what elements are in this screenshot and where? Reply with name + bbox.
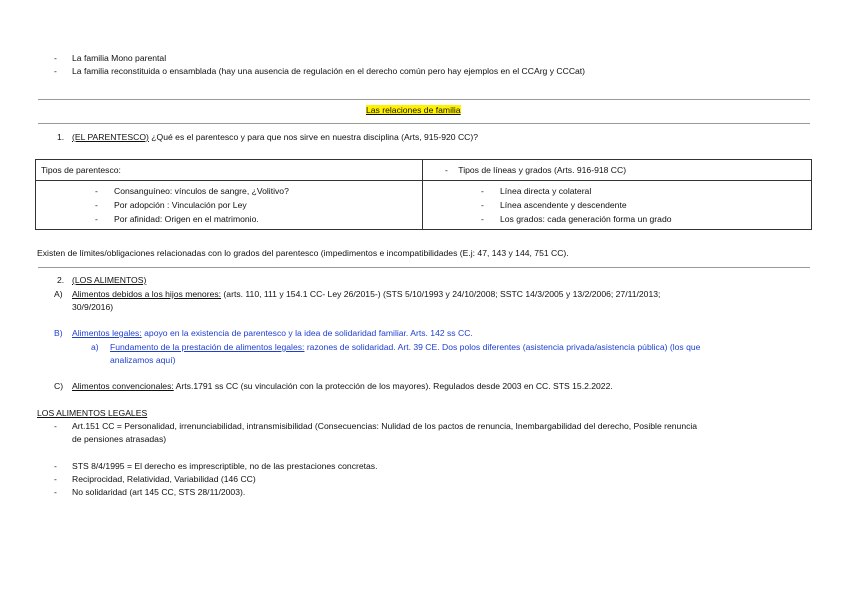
legales-heading: LOS ALIMENTOS LEGALES bbox=[37, 408, 148, 418]
limits-paragraph: Existen de límites/obligaciones relacionadas con lo grados del parentesco (impedimentos e incompatibilidades (E.j: 47, 143 y 144, 751 CC). bbox=[37, 248, 569, 258]
item-c bbox=[72, 381, 613, 391]
item-a bbox=[72, 289, 660, 299]
list-item: La familia reconstituida o ensamblada (hay una ausencia de regulación en el derecho común pero hay ejemplos en el CCArg y CCCat) bbox=[72, 66, 586, 76]
item-b-text: apoyo en la existencia de parentesco y la idea de solidaridad familiar. Arts. 142 ss CC. bbox=[141, 328, 473, 338]
divider bbox=[38, 123, 810, 124]
item-ba-label: Fundamento de la prestación de alimentos legales: bbox=[110, 342, 305, 352]
right-list bbox=[423, 181, 811, 229]
list-item: Consanguíneo: vínculos de sangre, ¿Volitivo? bbox=[114, 186, 289, 196]
divider bbox=[38, 99, 810, 100]
list-bullet: - bbox=[54, 53, 57, 63]
q2-label: (LOS ALIMENTOS) bbox=[72, 275, 147, 285]
q1-text: ¿Qué es el parentesco y para que nos sirve en nuestra disciplina (Arts, 915-920 CC)? bbox=[151, 132, 479, 142]
kinship-table bbox=[35, 159, 812, 230]
section-title: Las relaciones de familia bbox=[366, 105, 461, 115]
item-a-continuation: 30/9/2016) bbox=[72, 302, 114, 312]
list-bullet: - bbox=[481, 186, 484, 196]
list-bullet: - bbox=[95, 186, 98, 196]
divider bbox=[38, 267, 810, 268]
list-item: Art.151 CC = Personalidad, irrenunciabilidad, intransmisibilidad (Consecuencias: Nulidad de los pactos de renuncia, Inembargabilidad del derecho, Posible renuncia bbox=[72, 421, 698, 431]
list-bullet: - bbox=[95, 200, 98, 210]
left-list bbox=[36, 181, 422, 229]
item-c-text: Arts.1791 ss CC (su vinculación con la protección de los mayores). Regulados desde 2003 en CC. STS 15.2.2022. bbox=[173, 381, 613, 391]
item-ba-text: razones de solidaridad. Art. 39 CE. Dos polos diferentes (asistencia privada/asistencia pública) (los que bbox=[304, 342, 701, 352]
item-letter-b: B) bbox=[54, 328, 63, 338]
q1-label: (EL PARENTESCO) bbox=[72, 132, 149, 142]
q2-number: 2. bbox=[57, 275, 65, 285]
list-bullet: - bbox=[481, 200, 484, 210]
list-item: STS 8/4/1995 = El derecho es imprescriptible, no de las prestaciones concretas. bbox=[72, 461, 378, 471]
q1-number: 1. bbox=[57, 132, 65, 142]
list-bullet: - bbox=[54, 474, 57, 484]
list-item: No solidaridad (art 145 CC, STS 28/11/2003). bbox=[72, 487, 246, 497]
item-ba-continuation: analizamos aquí) bbox=[110, 355, 176, 365]
item-a-text: (arts. 110, 111 y 154.1 CC- Ley 26/2015-) (STS 5/10/1993 y 24/10/2008; SSTC 14/3/2005 y 13/2/2006; 27/11/2013; bbox=[221, 289, 661, 299]
right-header-row bbox=[423, 160, 811, 180]
item-c-label: Alimentos convencionales: bbox=[72, 381, 174, 391]
item-a-label: Alimentos debidos a los hijos menores: bbox=[72, 289, 222, 299]
list-bullet: - bbox=[95, 214, 98, 224]
list-bullet: - bbox=[481, 214, 484, 224]
q1-line bbox=[72, 132, 478, 142]
list-bullet: - bbox=[54, 461, 57, 471]
list-item: Línea ascendente y descendente bbox=[500, 200, 627, 210]
list-bullet: - bbox=[54, 487, 57, 497]
list-item: Línea directa y colateral bbox=[500, 186, 592, 196]
item-ba bbox=[110, 342, 700, 352]
right-header-bullet: - bbox=[445, 165, 448, 175]
list-item-continuation: de pensiones atrasadas) bbox=[72, 434, 167, 444]
list-item: La familia Mono parental bbox=[72, 53, 167, 63]
list-item: Reciprocidad, Relatividad, Variabilidad (146 CC) bbox=[72, 474, 256, 484]
item-b bbox=[72, 328, 473, 338]
list-bullet: - bbox=[54, 421, 57, 431]
item-letter-a: A) bbox=[54, 289, 63, 299]
item-letter-ba: a) bbox=[91, 342, 99, 352]
left-header: Tipos de parentesco: bbox=[41, 165, 121, 175]
table-header-cell bbox=[423, 160, 812, 181]
table-cell bbox=[36, 181, 423, 230]
list-item: Por afinidad: Origen en el matrimonio. bbox=[114, 214, 259, 224]
list-item: Por adopción : Vinculación por Ley bbox=[114, 200, 247, 210]
item-b-label: Alimentos legales: bbox=[72, 328, 142, 338]
right-header: Tipos de líneas y grados (Arts. 916-918 CC) bbox=[458, 165, 627, 175]
list-item: Los grados: cada generación forma un grado bbox=[500, 214, 672, 224]
item-letter-c: C) bbox=[54, 381, 64, 391]
table-cell bbox=[423, 181, 812, 230]
table-header-cell bbox=[36, 160, 423, 181]
list-bullet: - bbox=[54, 66, 57, 76]
